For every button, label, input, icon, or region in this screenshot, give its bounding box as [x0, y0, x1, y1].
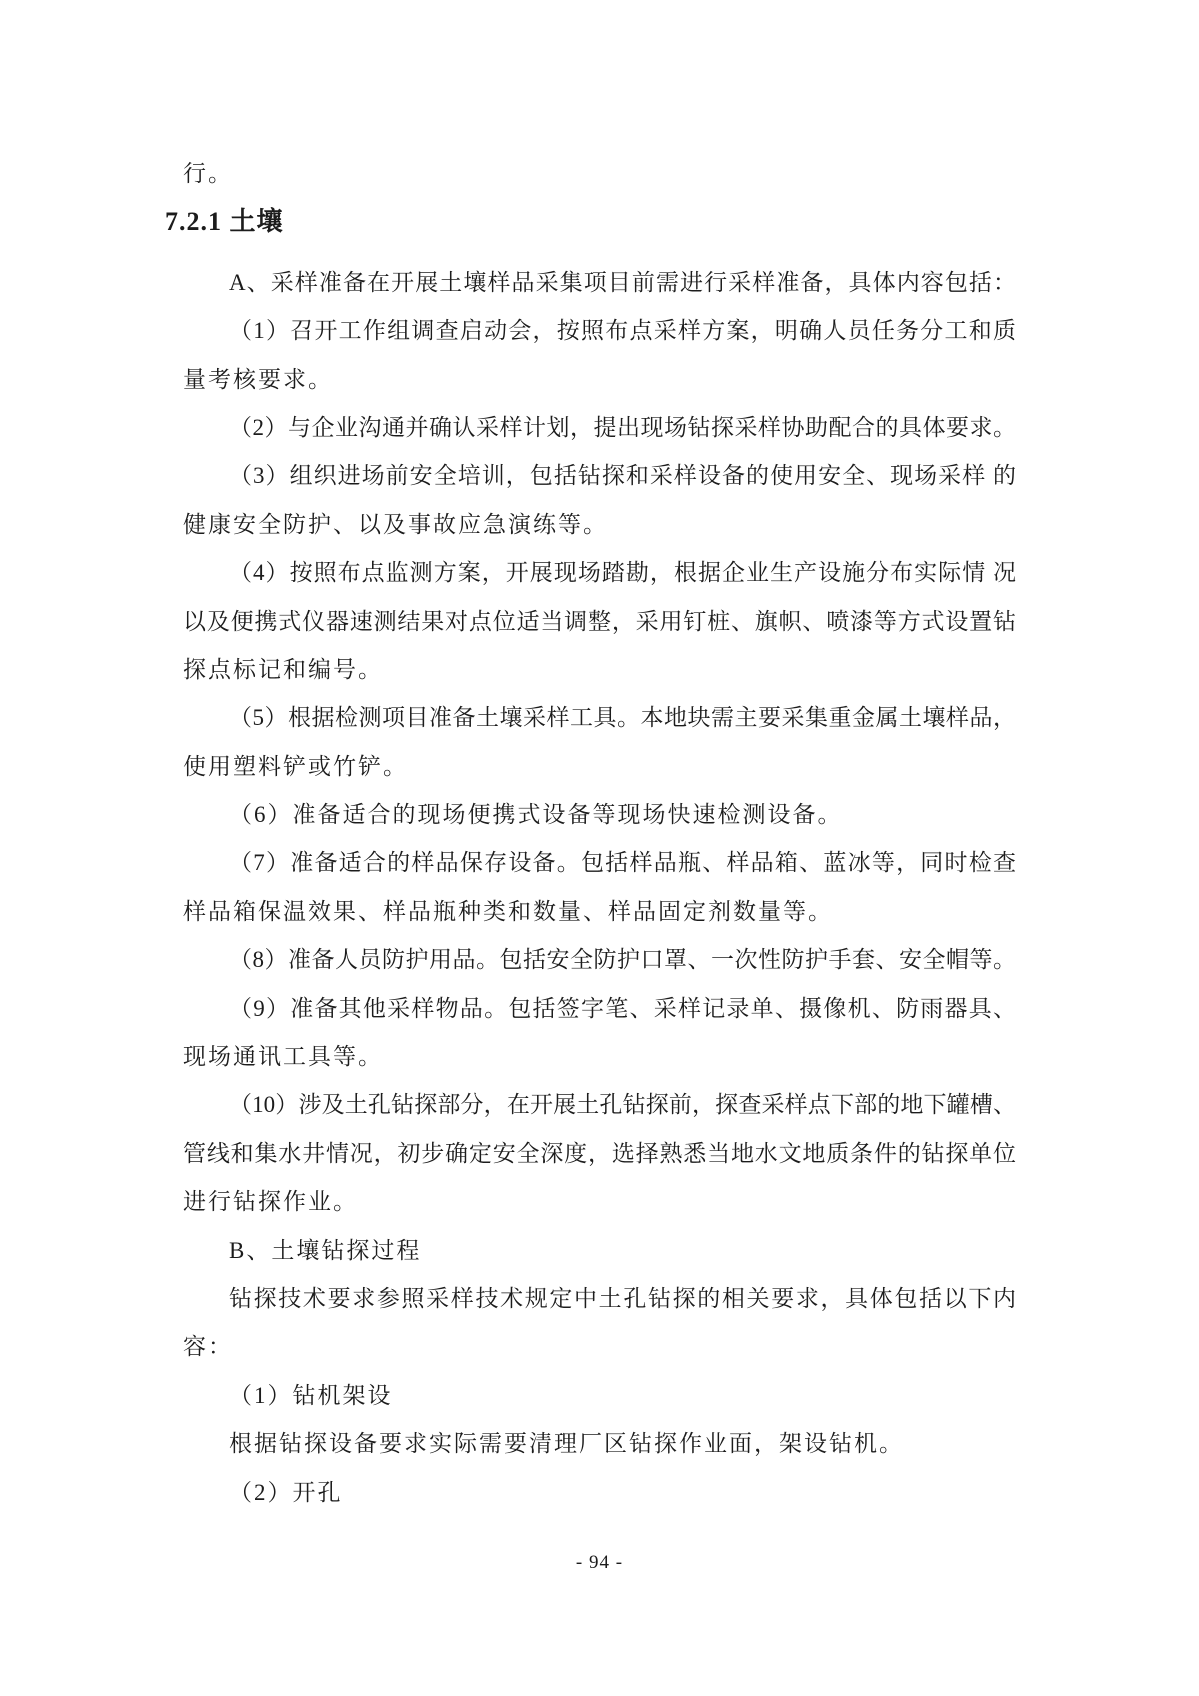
paragraph-line: （9）准备其他采样物品。包括签字笔、采样记录单、摄像机、防雨器具、	[229, 995, 1016, 1021]
paragraph-line: 根据钻探设备要求实际需要清理厂区钻探作业面，架设钻机。	[229, 1431, 904, 1457]
paragraph-line: 健康安全防护、以及事故应急演练等。	[183, 511, 608, 537]
paragraph-line: （5）根据检测项目准备土壤采样工具。本地块需主要采集重金属土壤样品，	[229, 705, 1016, 731]
paragraph-line: （2）开孔	[229, 1479, 343, 1505]
paragraph-line: 样品箱保温效果、样品瓶种类和数量、样品固定剂数量等。	[183, 898, 833, 924]
document-body	[165, 150, 1016, 1517]
paragraph-line: 量考核要求。	[183, 366, 333, 392]
paragraph-line: A、采样准备在开展土壤样品采集项目前需进行采样准备，具体内容包括：	[229, 269, 1016, 295]
section-heading: 7.2.1 土壤	[165, 207, 284, 237]
paragraph-line: （6）准备适合的现场便携式设备等现场快速检测设备。	[229, 802, 843, 828]
paragraph-line: （3）组织进场前安全培训，包括钻探和采样设备的使用安全、现场采样 的	[229, 463, 1016, 489]
page-number: - 94 -	[575, 1552, 624, 1573]
paragraph-line: 现场通讯工具等。	[183, 1044, 383, 1070]
paragraph-line: 行。	[183, 161, 233, 186]
paragraph-line: （7）准备适合的样品保存设备。包括样品瓶、样品箱、蓝冰等，同时检查	[229, 850, 1016, 876]
paragraph-line: B、土壤钻探过程	[229, 1237, 422, 1263]
paragraph-line: 使用塑料铲或竹铲。	[183, 753, 408, 779]
paragraph-line: 钻探技术要求参照采样技术规定中土孔钻探的相关要求，具体包括以下内	[229, 1285, 1016, 1311]
paragraph-line: （8）准备人员防护用品。包括安全防护口罩、一次性防护手套、安全帽等。	[229, 947, 1016, 973]
paragraph-line: （1）钻机架设	[229, 1382, 393, 1408]
paragraph-line: （10）涉及土孔钻探部分，在开展土孔钻探前，探查采样点下部的地下罐槽、	[229, 1092, 1016, 1118]
paragraph-line: 进行钻探作业。	[183, 1189, 358, 1215]
paragraph-line: 管线和集水井情况，初步确定安全深度，选择熟悉当地水文地质条件的钻探单位	[183, 1140, 1016, 1166]
paragraph-line: 探点标记和编号。	[183, 656, 383, 682]
paragraph-line: 以及便携式仪器速测结果对点位适当调整，采用钉桩、旗帜、喷漆等方式设置钻	[183, 608, 1016, 634]
paragraph-line: （4）按照布点监测方案，开展现场踏勘，根据企业生产设施分布实际情 况	[229, 560, 1016, 586]
paragraph-line: 容：	[183, 1334, 233, 1360]
paragraph-line: （2）与企业沟通并确认采样计划，提出现场钻探采样协助配合的具体要求。	[229, 414, 1016, 440]
paragraph-line: （1）召开工作组调查启动会，按照布点采样方案，明确人员任务分工和质	[229, 318, 1016, 344]
